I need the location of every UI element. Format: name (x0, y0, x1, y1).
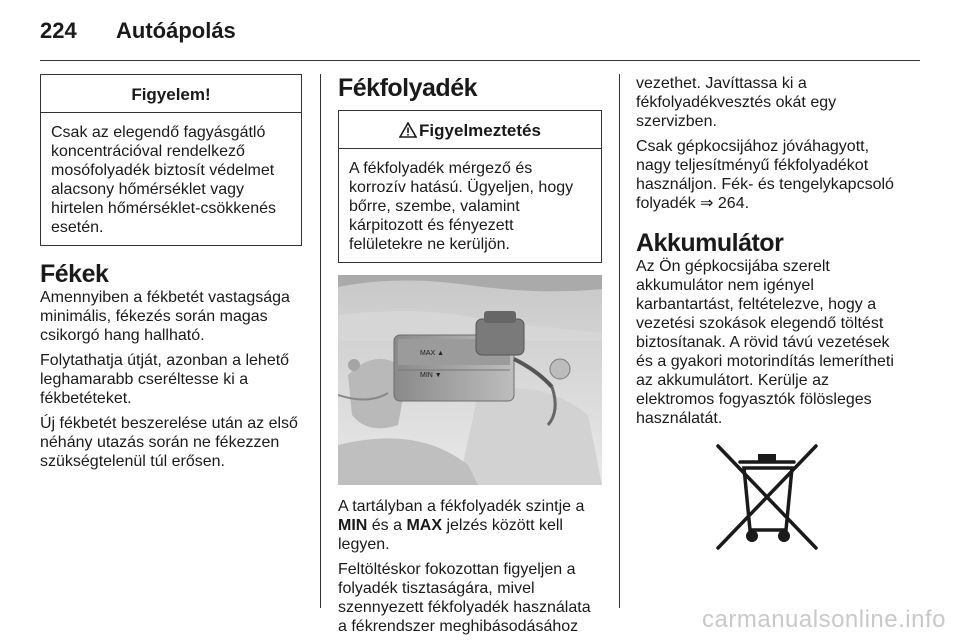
battery-paragraph: Az Ön gépkocsijába szerelt akkumulátor nem igényel karbantartást, feltételezve, hogy a vezetési szokások elegendő töltést biztosítanak. A rövid távú vezetések és a gyakori motorindítás lemerítheti az akkumulátort. Kerülje az elektromos fogyasztók fölösleges használatát. (636, 258, 894, 427)
approved-fluid-paragraph: Csak gépkocsijához jóváhagyott, nagy teljesítményű fékfolyadékot használjon. Fék- és tengelykapcsoló folyadék ⇒ 264. (636, 138, 894, 212)
column-divider-1 (320, 74, 321, 608)
notice-title: Figyelem! (41, 75, 301, 113)
brakes-paragraph-1: Amennyiben a fékbetét vastagsága minimális, fékezés során magas csikorgó hang hallható. (40, 289, 290, 344)
section-heading-brakes: Fékek (40, 260, 109, 288)
brakes-paragraph-2: Folytathatja útját, azonban a lehető leghamarabb cseréltesse ki a fékbetéteket. (40, 352, 290, 407)
level-text-3: jelzés között kell legyen. (338, 517, 563, 553)
page-title: Autóápolás (116, 18, 236, 43)
warning-title-row (339, 111, 601, 149)
min-mark-label: MIN ▼ (420, 372, 442, 379)
max-mark-label: MAX ▲ (420, 350, 445, 357)
level-text-1: A tartályban a fékfolyadék szintje a (338, 498, 585, 515)
warning-title: Figyelmeztetés (419, 121, 541, 140)
column-divider-2 (619, 74, 620, 608)
brake-fluid-reservoir-photo (338, 275, 602, 485)
warning-text: A fékfolyadék mérgező és korrozív hatású. Ügyeljen, hogy bőrre, szembe, valamint kárpitozott és fényezett felületekre ne kerüljön. (349, 160, 574, 253)
level-paragraph (338, 497, 602, 554)
notice-box (40, 74, 302, 246)
crossed-out-wheelie-bin-icon (716, 444, 906, 555)
page-number: 224 (40, 18, 77, 43)
section-heading-brake-fluid: Fékfolyadék (338, 74, 478, 102)
brakes-paragraph-3: Új fékbetét beszerelése után az első néhány utazás során ne fékezzen szükségtelenül túl erősen. (40, 415, 298, 470)
column-1 (40, 74, 302, 477)
warning-triangle-icon (399, 122, 417, 138)
notice-text: Csak az elegendő fagyásgátló koncentrációval rendelkező mosófolyadék biztosít védelmet alacsony hőmérséklet vagy hirtelen hőmérséklet-csökkenés esetén. (51, 124, 276, 236)
max-label: MAX (406, 517, 443, 534)
refill-paragraph: Feltöltéskor fokozottan figyeljen a folyadék tisztaságára, mivel szennyezett fékfolyadék használata a fékrendszer meghibásodásához (338, 561, 591, 635)
min-label: MIN (338, 517, 368, 534)
reservoir-illustration (338, 275, 602, 485)
warning-box (338, 110, 602, 263)
column-3 (636, 74, 906, 555)
column-2 (338, 74, 602, 642)
section-heading-battery: Akkumulátor (636, 229, 784, 257)
level-text-2: és a (367, 517, 407, 534)
watermark: carmanualsonline.info (702, 606, 946, 633)
header-divider (40, 60, 920, 61)
continued-paragraph: vezethet. Javíttassa ki a fékfolyadékvesztés okát egy szervizben. (636, 75, 837, 130)
